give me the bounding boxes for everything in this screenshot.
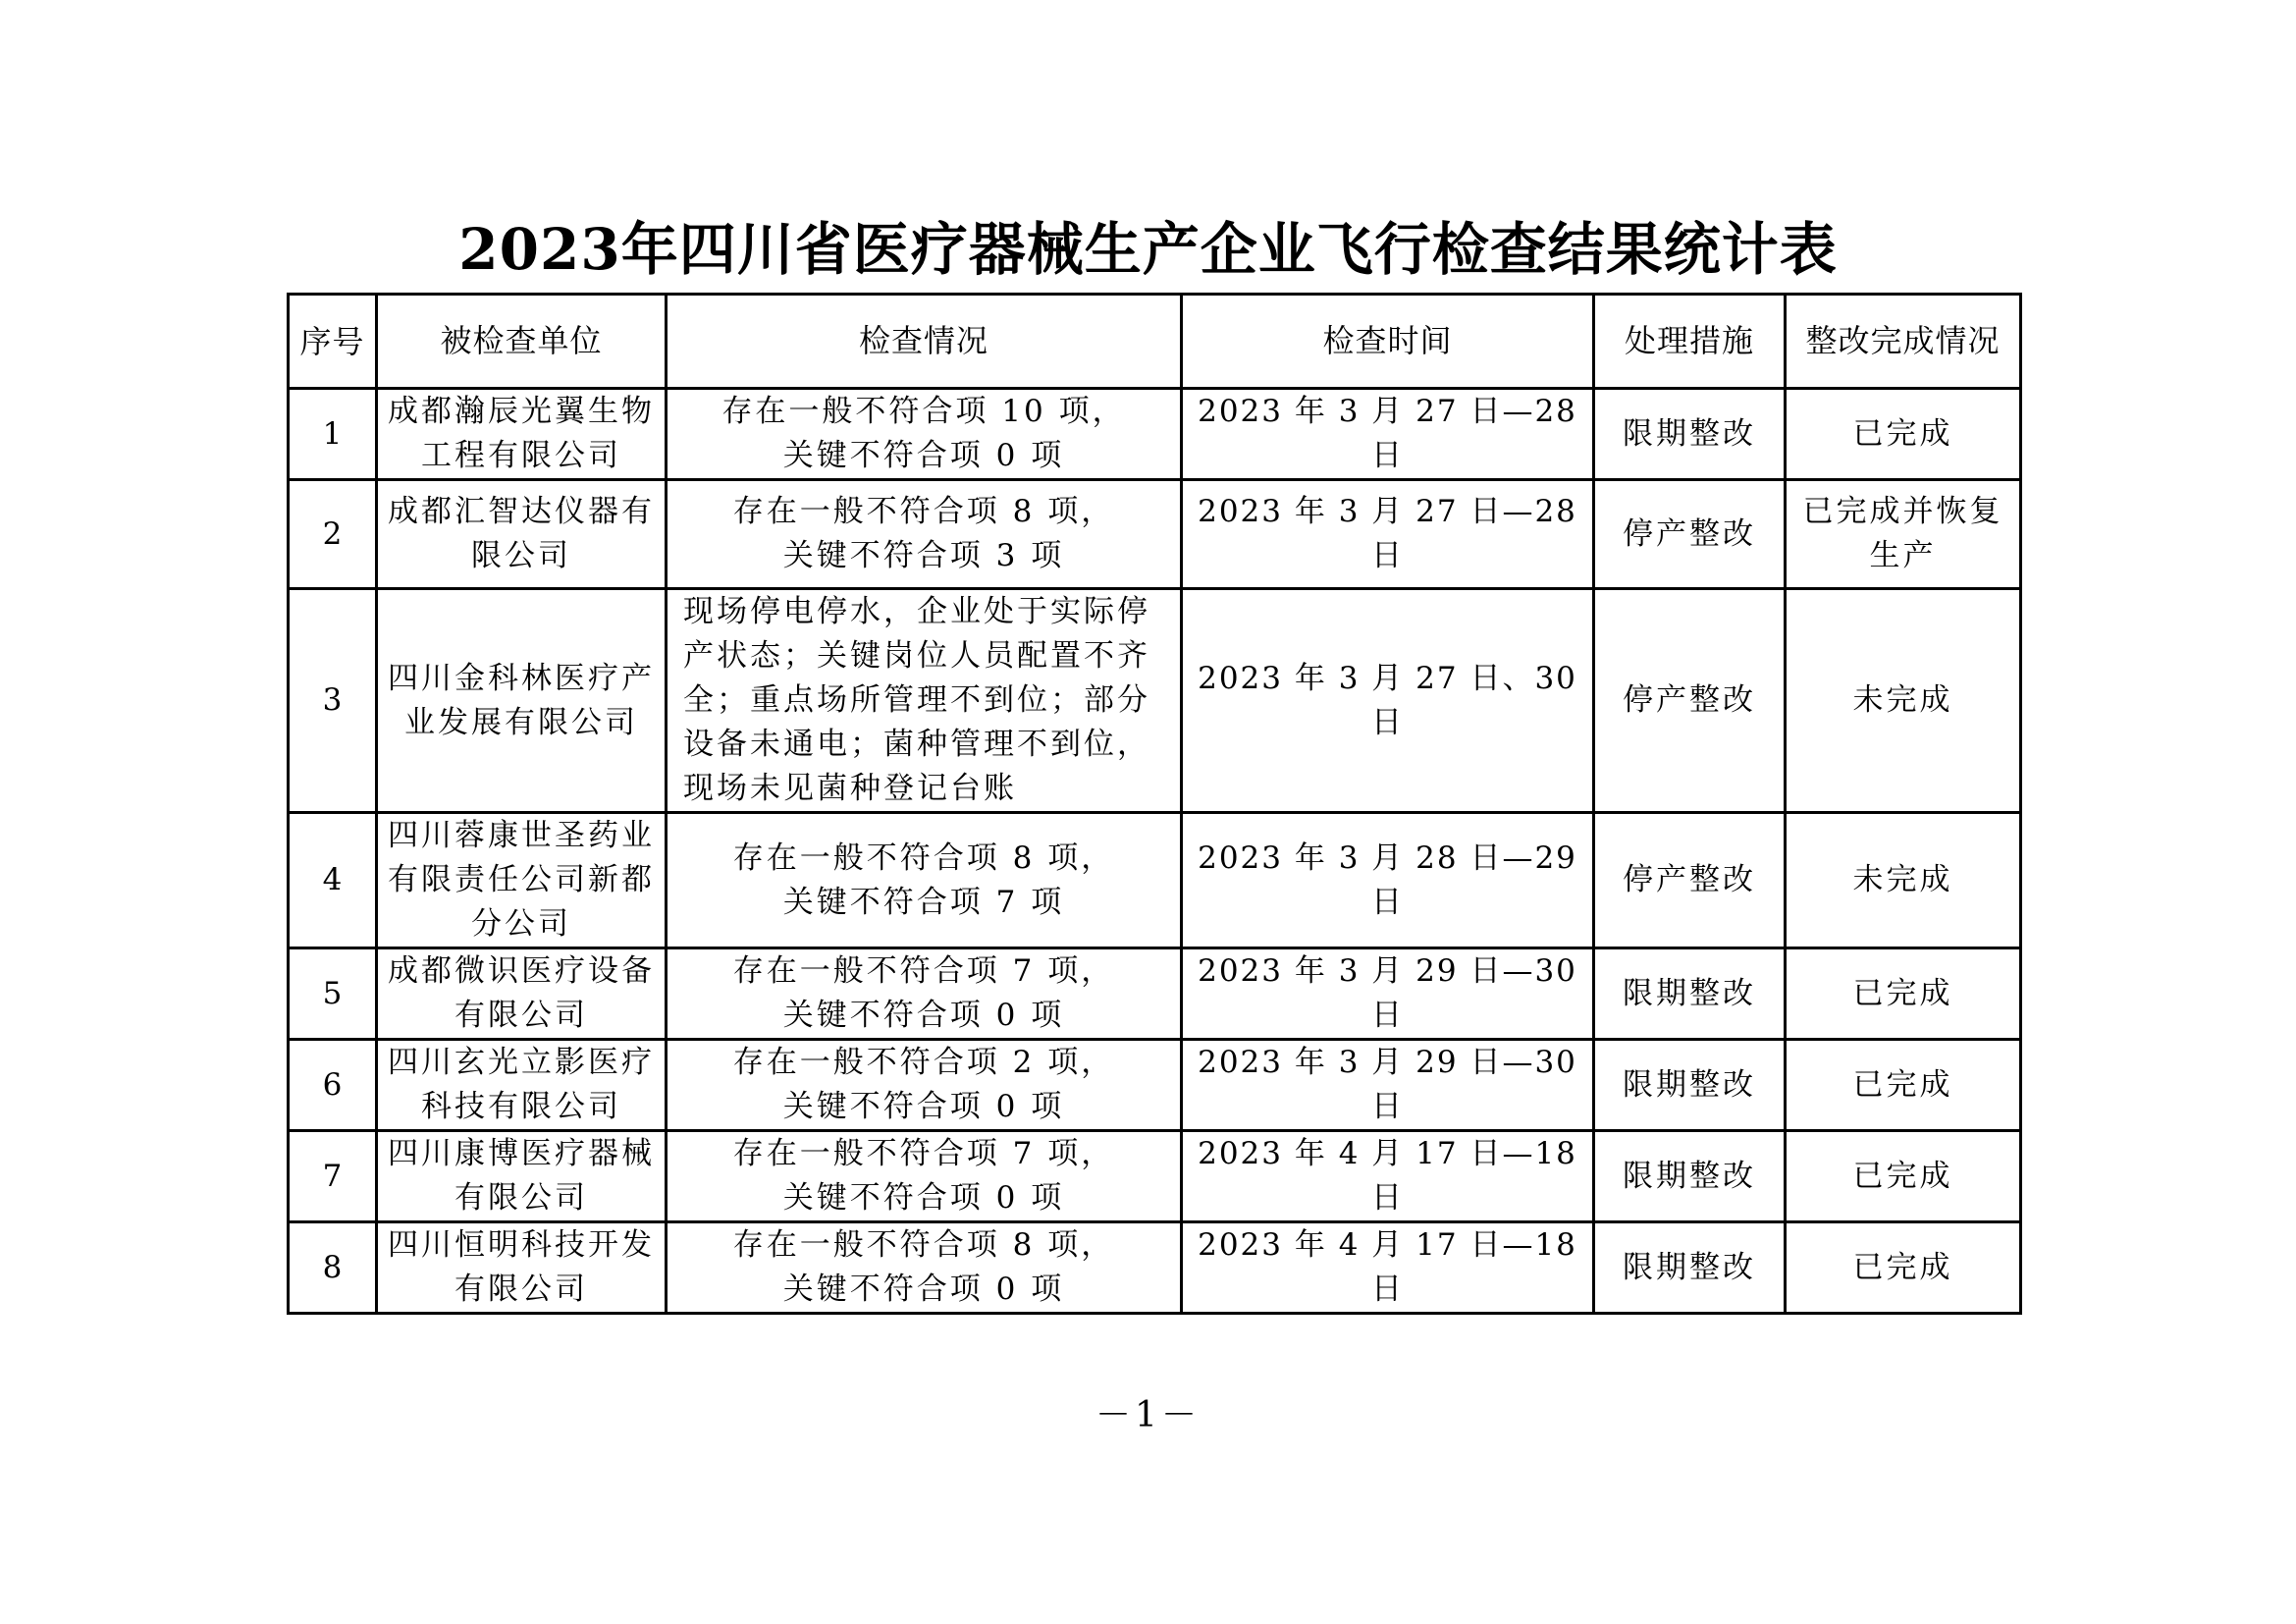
row-inspection-situation: 现场停电停水，企业处于实际停产状态；关键岗位人员配置不齐全；重点场所管理不到位；部分设备未通电；菌种管理不到位，现场未见菌种登记台账 [667, 589, 1182, 813]
row-inspected-unit: 四川康博医疗器械有限公司 [377, 1131, 667, 1222]
row-serial-number: 7 [289, 1131, 377, 1222]
table-row [289, 1222, 2021, 1314]
row-serial-number: 5 [289, 948, 377, 1040]
row-inspected-unit: 四川蓉康世圣药业有限责任公司新都分公司 [377, 813, 667, 948]
row-inspection-situation: 存在一般不符合项 7 项， 关键不符合项 0 项 [667, 948, 1182, 1040]
row-inspection-time: 2023 年 4 月 17 日—18 日 [1182, 1131, 1594, 1222]
row-handling-measure: 停产整改 [1594, 480, 1786, 589]
row-inspection-situation: 存在一般不符合项 7 项， 关键不符合项 0 项 [667, 1131, 1182, 1222]
row-inspection-time: 2023 年 4 月 17 日—18 日 [1182, 1222, 1594, 1314]
page-number: －1－ [1095, 1395, 1201, 1435]
row-inspection-time: 2023 年 3 月 29 日—30 日 [1182, 1040, 1594, 1131]
row-inspected-unit: 四川恒明科技开发有限公司 [377, 1222, 667, 1314]
row-serial-number: 4 [289, 813, 377, 948]
header-inspection-time: 检查时间 [1182, 295, 1594, 389]
row-handling-measure: 限期整改 [1594, 1222, 1786, 1314]
page-title: 2023年四川省医疗器械生产企业飞行检查结果统计表 [458, 216, 1838, 283]
row-rectification-status: 已完成 [1786, 1040, 2021, 1131]
row-handling-measure: 限期整改 [1594, 389, 1786, 480]
row-inspection-time: 2023 年 3 月 27 日、30 日 [1182, 589, 1594, 813]
row-inspected-unit: 成都汇智达仪器有限公司 [377, 480, 667, 589]
row-rectification-status: 已完成并恢复生产 [1786, 480, 2021, 589]
table-row [289, 1040, 2021, 1131]
row-inspected-unit: 成都瀚辰光翼生物工程有限公司 [377, 389, 667, 480]
row-inspection-time: 2023 年 3 月 29 日—30 日 [1182, 948, 1594, 1040]
row-inspected-unit: 四川金科林医疗产业发展有限公司 [377, 589, 667, 813]
row-inspection-situation: 存在一般不符合项 8 项， 关键不符合项 3 项 [667, 480, 1182, 589]
row-inspection-situation: 存在一般不符合项 10 项， 关键不符合项 0 项 [667, 389, 1182, 480]
row-inspection-situation: 存在一般不符合项 2 项， 关键不符合项 0 项 [667, 1040, 1182, 1131]
row-serial-number: 1 [289, 389, 377, 480]
header-inspected-unit: 被检查单位 [377, 295, 667, 389]
header-serial-number: 序号 [289, 295, 377, 389]
row-inspected-unit: 成都微识医疗设备有限公司 [377, 948, 667, 1040]
table-row [289, 389, 2021, 480]
header-inspection-situation: 检查情况 [667, 295, 1182, 389]
row-inspection-time: 2023 年 3 月 27 日—28 日 [1182, 480, 1594, 589]
header-handling-measure: 处理措施 [1594, 295, 1786, 389]
table-header-row [289, 295, 2021, 389]
row-inspection-time: 2023 年 3 月 27 日—28 日 [1182, 389, 1594, 480]
inspection-results-table [287, 293, 2022, 1315]
row-rectification-status: 已完成 [1786, 948, 2021, 1040]
row-rectification-status: 已完成 [1786, 1222, 2021, 1314]
row-serial-number: 8 [289, 1222, 377, 1314]
row-handling-measure: 限期整改 [1594, 948, 1786, 1040]
row-handling-measure: 限期整改 [1594, 1040, 1786, 1131]
row-inspection-situation: 存在一般不符合项 8 项， 关键不符合项 0 项 [667, 1222, 1182, 1314]
row-rectification-status: 未完成 [1786, 813, 2021, 948]
table-row [289, 948, 2021, 1040]
row-inspection-time: 2023 年 3 月 28 日—29 日 [1182, 813, 1594, 948]
row-rectification-status: 未完成 [1786, 589, 2021, 813]
table-row [289, 589, 2021, 813]
row-handling-measure: 停产整改 [1594, 813, 1786, 948]
row-serial-number: 3 [289, 589, 377, 813]
row-handling-measure: 限期整改 [1594, 1131, 1786, 1222]
row-serial-number: 2 [289, 480, 377, 589]
table-row [289, 480, 2021, 589]
row-serial-number: 6 [289, 1040, 377, 1131]
table-row [289, 1131, 2021, 1222]
row-rectification-status: 已完成 [1786, 389, 2021, 480]
row-inspection-situation: 存在一般不符合项 8 项， 关键不符合项 7 项 [667, 813, 1182, 948]
row-inspected-unit: 四川玄光立影医疗科技有限公司 [377, 1040, 667, 1131]
table-row [289, 813, 2021, 948]
row-handling-measure: 停产整改 [1594, 589, 1786, 813]
header-rectification-status: 整改完成情况 [1786, 295, 2021, 389]
row-rectification-status: 已完成 [1786, 1131, 2021, 1222]
